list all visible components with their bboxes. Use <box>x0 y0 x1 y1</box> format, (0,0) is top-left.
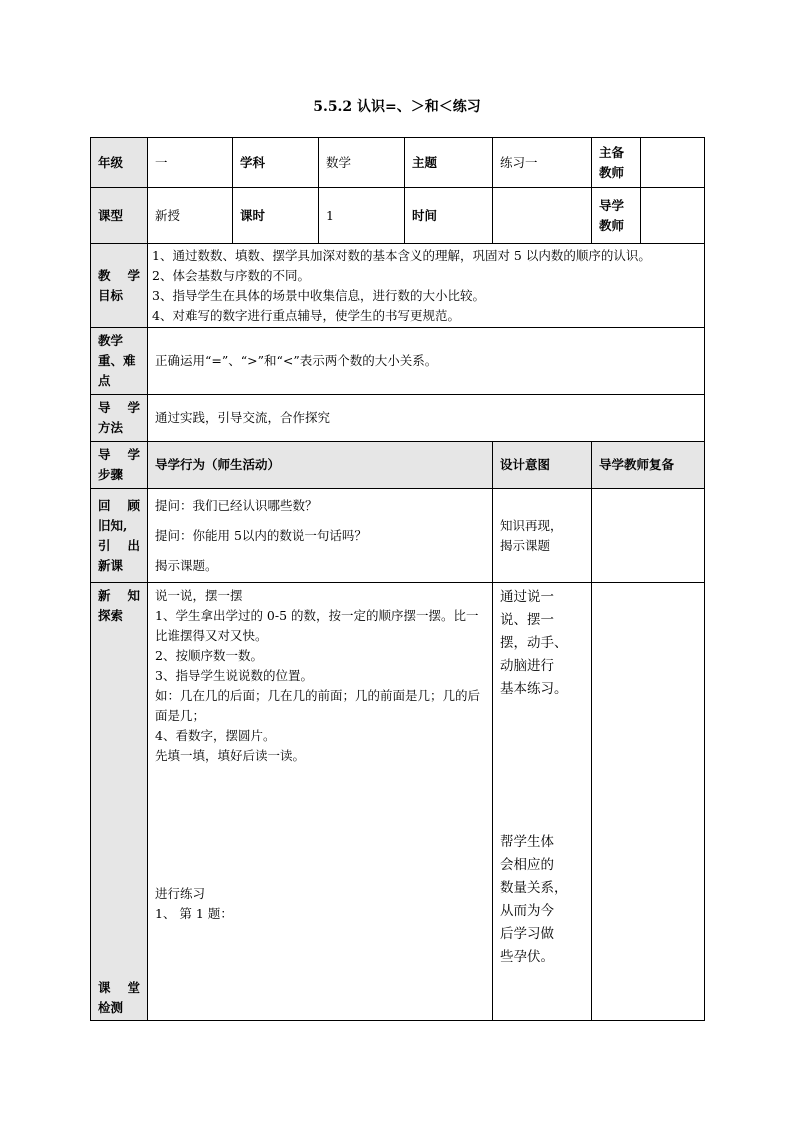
key-points-label: 教学 重、难 点 <box>91 328 148 395</box>
goals-row <box>91 244 705 328</box>
guide-teacher-value <box>641 188 705 244</box>
goal-item: 2、体会基数与序数的不同。 <box>152 267 310 283</box>
steps-label: 导 学 步骤 <box>91 442 148 489</box>
key-points-content: 正确运用“=”、“>”和“<”表示两个数的大小关系。 <box>148 328 705 395</box>
period-label: 课时 <box>233 188 319 244</box>
page-title: 5.5.2 认识=、＞和＜练习 <box>313 99 481 115</box>
goals-label: 教 学 目标 <box>91 244 148 328</box>
time-value <box>493 188 592 244</box>
method-content: 通过实践，引导交流，合作探究 <box>148 395 705 442</box>
explore-intent: 通过说一 说、摆一 摆，动手、 动脑进行 基本练习。 帮学生体 会相应的 数量关系， 从而为今 后学习做 些孕伏。 <box>493 583 592 1021</box>
review-intent: 知识再现， 揭示课题 <box>493 489 592 583</box>
behavior-header: 导学行为（师生活动） <box>148 442 493 489</box>
lead-teacher-value <box>641 138 705 188</box>
steps-header-row <box>91 442 705 489</box>
explore-notes <box>592 583 705 1021</box>
key-points-row <box>91 328 705 395</box>
guide-teacher-label: 导学 教师 <box>592 188 641 244</box>
grade-label: 年级 <box>91 138 148 188</box>
info-row-1 <box>91 138 705 188</box>
goal-item: 1、通过数数、填数、摆学具加深对数的基本含义的理解，巩固对 5 以内数的顺序的认识。 <box>152 247 651 263</box>
goal-item: 3、指导学生在具体的场景中收集信息，进行数的大小比较。 <box>152 287 485 303</box>
info-row-2 <box>91 188 705 244</box>
intent-header: 设计意图 <box>493 442 592 489</box>
method-label: 导 学 方法 <box>91 395 148 442</box>
topic-value: 练习一 <box>493 138 592 188</box>
review-header: 导学教师复备 <box>592 442 705 489</box>
review-step-label: 回 顾 旧知, 引 出 新课 <box>91 489 148 583</box>
review-notes <box>592 489 705 583</box>
lesson-plan-table <box>90 137 705 1021</box>
review-row <box>91 489 705 583</box>
subject-label: 学科 <box>233 138 319 188</box>
goal-item: 4、对难写的数字进行重点辅导，使学生的书写更规范。 <box>152 307 460 323</box>
explore-content: 说一说，摆一摆 1、学生拿出学过的 0-5 的数，按一定的顺序摆一摆。比一比谁摆得又对又快。 2、按顺序数一数。 3、指导学生说说数的位置。 如：几在几的后面；几在几的前面；几的前面是几；几的后面是几； 4、看数字，摆圆片。 先填一填，填好后读一读。 进行练习 1、 第 1 题： <box>148 583 493 1021</box>
type-value: 新授 <box>148 188 233 244</box>
explore-row <box>91 583 705 1021</box>
explore-step-label: 新 知 探索 课 堂 检测 <box>91 583 148 1021</box>
goals-content <box>148 244 705 328</box>
grade-value: 一 <box>148 138 233 188</box>
subject-value: 数学 <box>319 138 405 188</box>
time-label: 时间 <box>405 188 493 244</box>
method-row <box>91 395 705 442</box>
type-label: 课型 <box>91 188 148 244</box>
review-content: 提问：我们已经认识哪些数？ 提问：你能用 5以内的数说一句话吗？ 揭示课题。 <box>148 489 493 583</box>
lead-teacher-label: 主备 教师 <box>592 138 641 188</box>
topic-label: 主题 <box>405 138 493 188</box>
period-value: 1 <box>319 188 405 244</box>
